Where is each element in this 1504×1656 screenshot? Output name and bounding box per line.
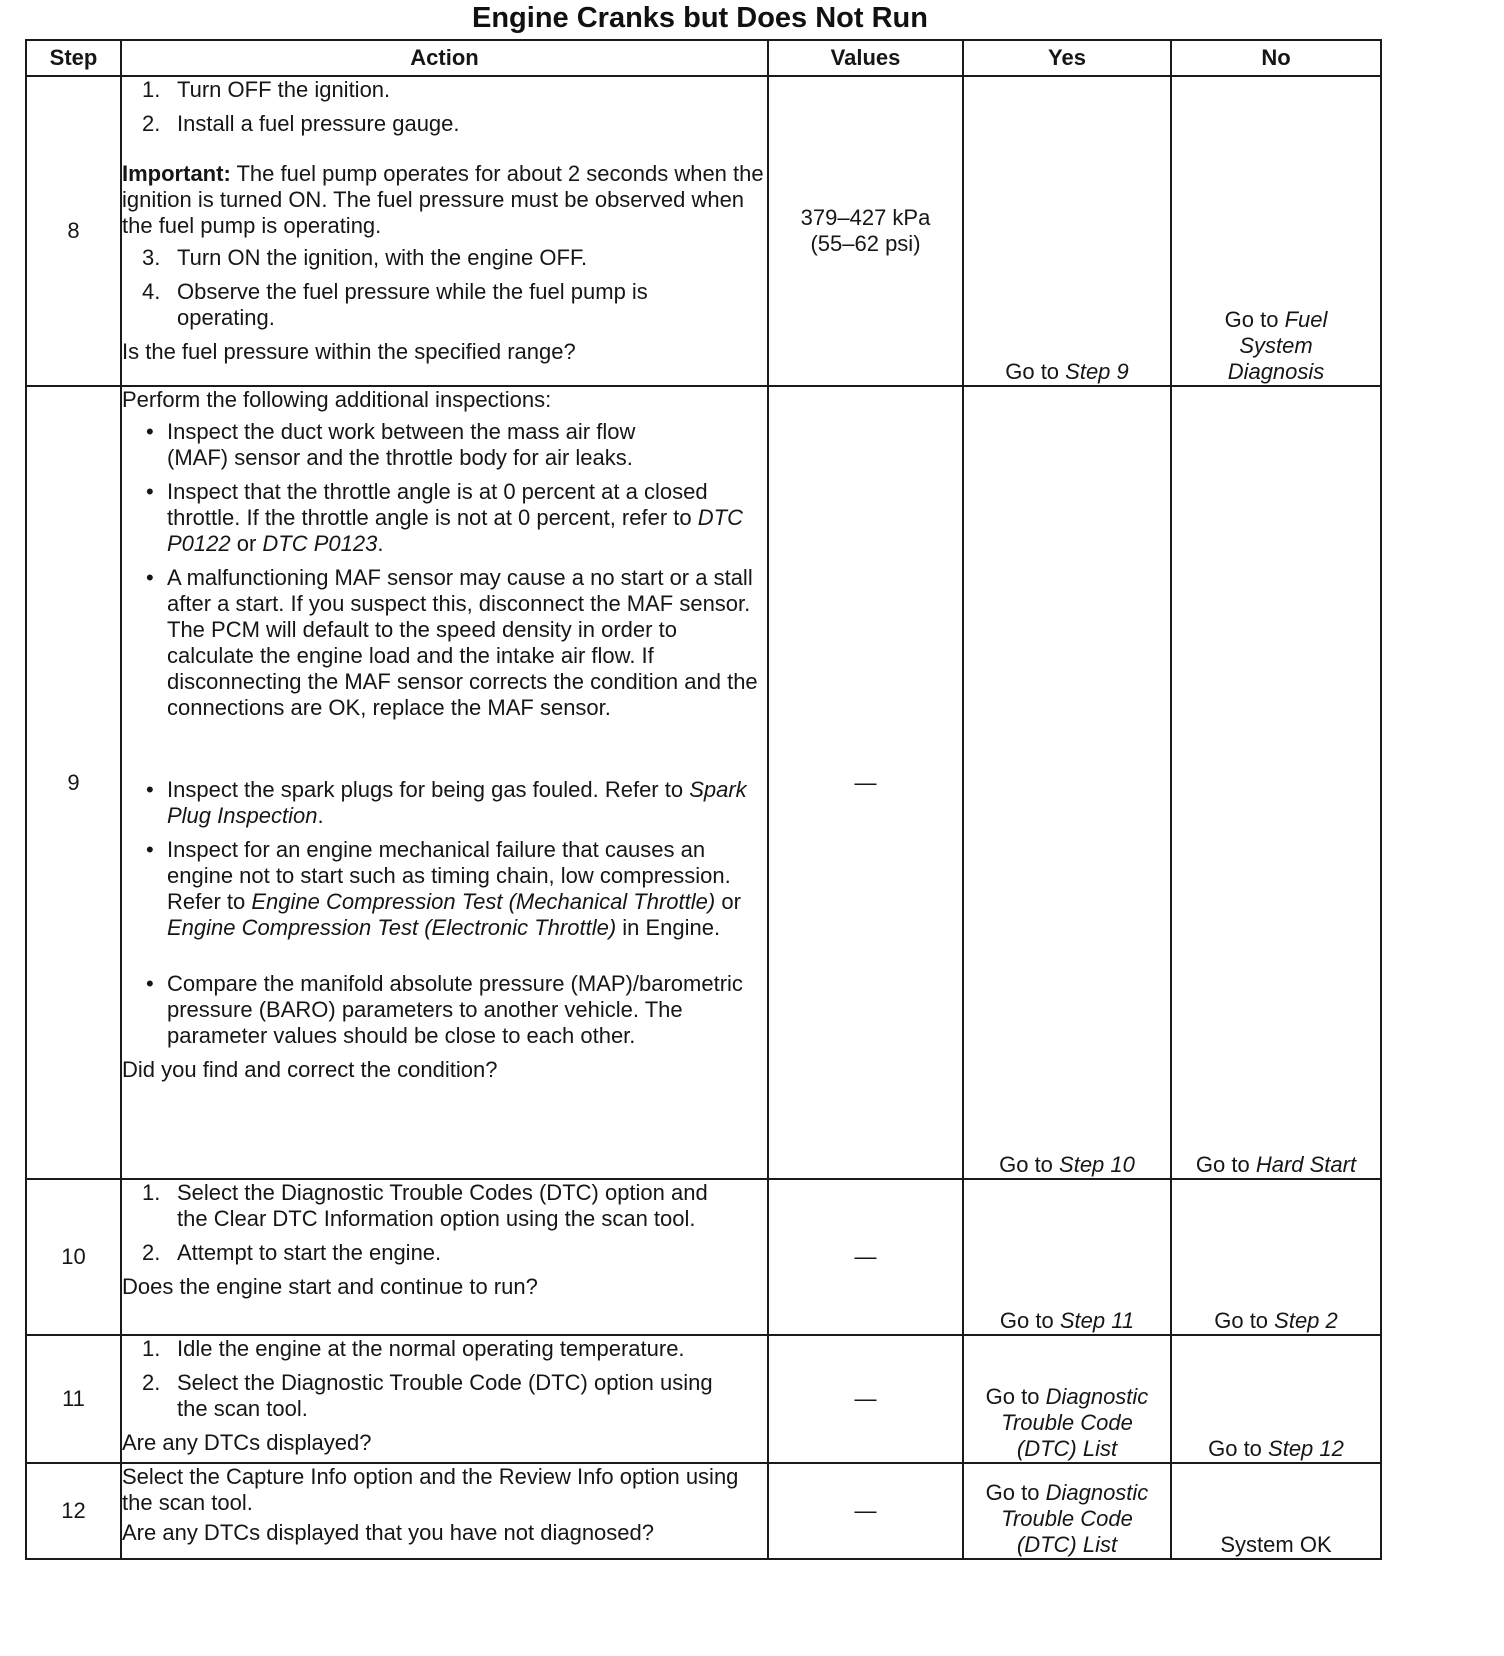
step-number: 9 xyxy=(26,386,121,1179)
step-2-link[interactable]: Step 2 xyxy=(1274,1308,1338,1333)
header-values: Values xyxy=(768,40,963,76)
action-item: 3. Turn ON the ignition, with the engine OFF. xyxy=(142,245,588,270)
action-item: 2. Select the Diagnostic Trouble Code (DTC) option using the scan tool. xyxy=(142,1370,713,1421)
intro-text: Perform the following additional inspections: xyxy=(122,387,552,412)
header-action: Action xyxy=(121,40,768,76)
no-cell: Go to Step 2 xyxy=(1171,1179,1381,1335)
table-row-step-11 xyxy=(26,1335,1381,1463)
header-row xyxy=(26,40,1381,76)
dtc-p0123-link[interactable]: DTC P0123 xyxy=(262,531,378,556)
action-cell xyxy=(121,386,768,1179)
step-11-link[interactable]: Step 11 xyxy=(1059,1308,1135,1333)
important-label: Important: xyxy=(122,161,231,186)
step-number: 11 xyxy=(26,1335,121,1463)
action-item: 1. Select the Diagnostic Trouble Codes (DTC) option and the Clear DTC Information option using the scan tool. xyxy=(142,1180,708,1231)
header-yes: Yes xyxy=(963,40,1171,76)
dtc-p0122-link[interactable]: DTC P0122 xyxy=(167,505,743,556)
action-cell xyxy=(121,76,768,386)
list-item: • Inspect the duct work between the mass air flow (MAF) sensor and the throttle body for air leaks. xyxy=(146,419,636,470)
table-row-step-10 xyxy=(26,1179,1381,1335)
no-cell: System OK xyxy=(1171,1463,1381,1559)
yes-cell: Go to Diagnostic Trouble Code (DTC) List xyxy=(963,1463,1171,1559)
action-list xyxy=(122,77,767,137)
value-cell: 379–427 kPa (55–62 psi) xyxy=(768,76,963,386)
action-item: 2. Install a fuel pressure gauge. xyxy=(142,111,460,136)
step-number: 12 xyxy=(26,1463,121,1559)
question-text: Are any DTCs displayed? xyxy=(122,1430,372,1455)
page-title: Engine Cranks but Does Not Run xyxy=(472,2,928,34)
hard-start-link[interactable]: Hard Start xyxy=(1255,1152,1357,1177)
step-12-link[interactable]: Step 12 xyxy=(1268,1436,1344,1461)
question-text: Does the engine start and continue to run? xyxy=(122,1274,538,1299)
step-number: 8 xyxy=(26,76,121,386)
value-cell: — xyxy=(768,1335,963,1463)
question-text: Did you find and correct the condition? xyxy=(122,1057,498,1082)
step-10-link[interactable]: Step 10 xyxy=(1059,1152,1135,1177)
action-item: 1. Idle the engine at the normal operating temperature. xyxy=(142,1336,685,1361)
no-cell: Go to Step 12 xyxy=(1171,1335,1381,1463)
value-cell: — xyxy=(768,386,963,1179)
inspection-list xyxy=(122,419,767,1049)
action-list xyxy=(122,245,767,331)
action-item: 2. Attempt to start the engine. xyxy=(142,1240,442,1265)
table-row-step-9 xyxy=(26,386,1381,1179)
action-cell xyxy=(121,1335,768,1463)
diagnostic-table xyxy=(25,39,1382,1560)
action-list xyxy=(122,1180,767,1266)
action-list xyxy=(122,1336,767,1422)
no-cell: Go to Fuel System Diagnosis xyxy=(1171,76,1381,386)
action-text: Select the Capture Info option and the Review Info option using the scan tool. xyxy=(122,1464,739,1515)
fuel-system-diagnosis-link[interactable]: Fuel System Diagnosis xyxy=(1227,307,1328,384)
value-cell: — xyxy=(768,1463,963,1559)
question-text: Is the fuel pressure within the specified range? xyxy=(122,339,576,364)
header-step: Step xyxy=(26,40,121,76)
important-note xyxy=(122,161,767,239)
action-cell xyxy=(121,1179,768,1335)
no-cell: Go to Hard Start xyxy=(1171,386,1381,1179)
yes-cell: Go to Step 9 xyxy=(963,76,1171,386)
spark-plug-inspection-link[interactable]: Spark Plug Inspection xyxy=(167,777,747,828)
compression-test-electronic-link[interactable]: Engine Compression Test (Electronic Throttle) xyxy=(167,915,617,940)
table-row-step-8 xyxy=(26,76,1381,386)
list-item: • Inspect the spark plugs for being gas fouled. Refer to Spark Plug Inspection. xyxy=(146,777,747,828)
question-text: Are any DTCs displayed that you have not diagnosed? xyxy=(122,1520,654,1545)
list-item: • A malfunctioning MAF sensor may cause a no start or a stall after a start. If you suspect this, disconnect the MAF sensor. The PCM will default to the speed density in order to calculate the engine load and the intake air flow. If disconnecting the MAF sensor corrects the condition and the connections are OK, replace the MAF sensor. xyxy=(146,565,758,720)
step-number: 10 xyxy=(26,1179,121,1335)
action-cell xyxy=(121,1463,768,1559)
yes-cell: Go to Step 11 xyxy=(963,1179,1171,1335)
step-9-link[interactable]: Step 9 xyxy=(1065,359,1129,384)
yes-cell: Go to Step 10 xyxy=(963,386,1171,1179)
header-no: No xyxy=(1171,40,1381,76)
value-cell: — xyxy=(768,1179,963,1335)
dtc-list-link[interactable]: Diagnostic Trouble Code (DTC) List xyxy=(1001,1480,1149,1557)
list-item: • Inspect for an engine mechanical failure that causes an engine not to start such as timing chain, low compression. Refer to Engine Compression Test (Mechanical Throttle) or Engine Compression Test (Electronic Throttle) in Engine. xyxy=(146,837,741,940)
list-item: • Compare the manifold absolute pressure (MAP)/barometric pressure (BARO) parameters to another vehicle. The parameter values should be close to each other. xyxy=(146,971,743,1048)
dtc-list-link[interactable]: Diagnostic Trouble Code (DTC) List xyxy=(1001,1384,1149,1461)
yes-cell: Go to Diagnostic Trouble Code (DTC) List xyxy=(963,1335,1171,1463)
compression-test-mechanical-link[interactable]: Engine Compression Test (Mechanical Throttle) xyxy=(251,889,716,914)
table-row-step-12 xyxy=(26,1463,1381,1559)
action-item: 4. Observe the fuel pressure while the fuel pump is operating. xyxy=(142,279,648,330)
action-item: 1. Turn OFF the ignition. xyxy=(142,77,391,102)
important-text: The fuel pump operates for about 2 seconds when the ignition is turned ON. The fuel pressure must be observed when the fuel pump is operating. xyxy=(122,161,764,238)
list-item: • Inspect that the throttle angle is at 0 percent at a closed throttle. If the throttle angle is not at 0 percent, refer to DTC P0122 or DTC P0123. xyxy=(146,479,743,556)
